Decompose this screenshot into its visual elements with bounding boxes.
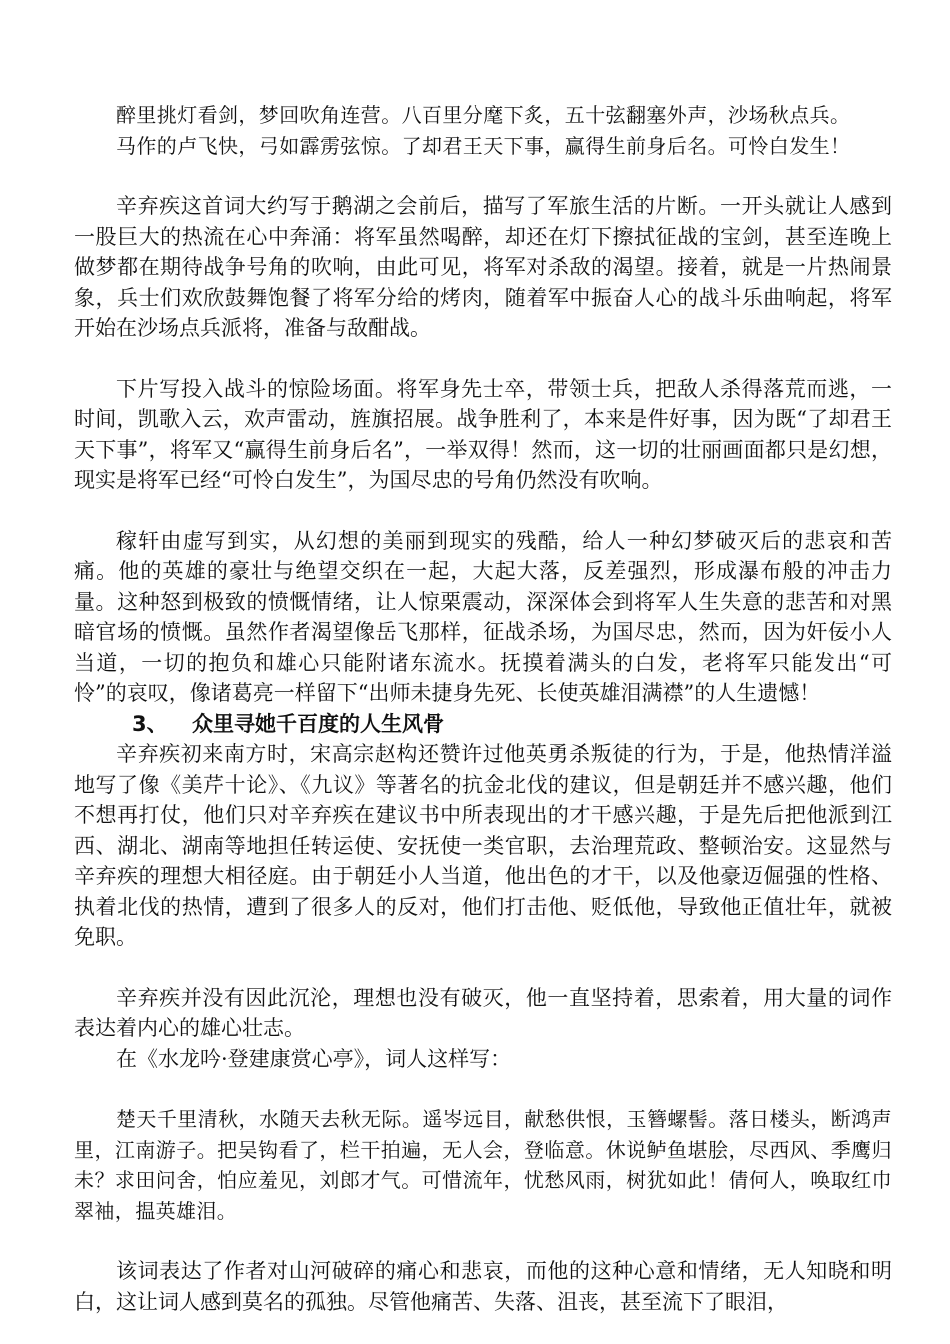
section-paragraph-2: 辛弃疾并没有因此沉沦，理想也没有破灭，他一直坚持着，思索着，用大量的词作表达着内心的雄心壮志。	[74, 985, 892, 1040]
body-paragraph-3: 稼轩由虚写到实，从幻想的美丽到现实的残酷，给人一种幻梦破灭后的悲哀和苦痛。他的英雄的豪壮与绝望交织在一起，大起大落，反差强烈，形成瀑布般的冲击力量。这种怒到极致的愤慨情绪，让人惊栗震动，深深体会到将军人生失意的悲苦和对黑暗官场的愤慨。虽然作者渴望像岳飞那样，征战杀场，为国尽忠，然而，因为奸佞小人当道，一切的抱负和雄心只能附诸东流水。抚摸着满头的白发，老将军只能发出“可怜”的哀叹，像诸葛亮一样留下“出师未捷身先死、长使英雄泪满襟”的人生遗憾！	[74, 528, 892, 705]
section-paragraph-1: 辛弃疾初来南方时，宋高宗赵构还赞许过他英勇杀叛徒的行为，于是，他热情洋溢地写了像《美芹十论》、《九议》等著名的抗金北伐的建议，但是朝廷并不感兴趣，他们不想再打仗，他们只对辛弃疾在建议书中所表现出的才干感兴趣，于是先后把他派到江西、湖北、湖南等地担任转运使、安抚使一类官职，去治理荒政、整顿治安。这显然与辛弃疾的理想大相径庭。由于朝廷小人当道，他出色的才干，以及他豪迈倔强的性格、执着北伐的热情，遭到了很多人的反对，他们打击他、贬低他，导致他正值壮年，就被免职。	[74, 742, 892, 949]
document-page	[74, 100, 892, 1317]
section-number: 3、	[132, 711, 168, 736]
quoted-poem: 楚天千里清秋，水随天去秋无际。遥岑远目，献愁供恨，玉簪螺髻。落日楼头，断鸿声里，江南游子。把吴钩看了，栏干拍遍，无人会，登临意。休说鲈鱼堪脍，尽西风、季鹰归未？求田问舍，怕应羞见，刘郎才气。可惜流年，忧愁风雨，树犹如此！倩何人，唤取红巾翠袖，揾英雄泪。	[74, 1107, 892, 1223]
section-title: 众里寻她千百度的人生风骨	[192, 711, 444, 736]
poem-line-1: 醉里挑灯看剑，梦回吹角连营。八百里分麾下炙，五十弦翻塞外声，沙场秋点兵。	[116, 103, 851, 127]
body-paragraph-1: 辛弃疾这首词大约写于鹅湖之会前后，描写了军旅生活的片断。一开头就让人感到一股巨大的热流在心中奔涌：将军虽然喝醉，却还在灯下擦拭征战的宝剑，甚至连晚上做梦都在期待战争号角的吹响，由此可见，将军对杀敌的渴望。接着，就是一片热闹景象，兵士们欢欣鼓舞饱餐了将军分给的烤肉，随着军中振奋人心的战斗乐曲响起，将军开始在沙场点兵派将，准备与敌酣战。	[74, 194, 892, 340]
section-paragraph-3: 在《水龙吟·登建康赏心亭》，词人这样写：	[116, 1046, 512, 1071]
body-paragraph-2: 下片写投入战斗的惊险场面。将军身先士卒，带领士兵，把敌人杀得落荒而逃，一时间，凯歌入云，欢声雷动，旌旗招展。战争胜利了，本来是件好事，因为既“了却君王天下事”，将军又“赢得生前身后名”，一举双得！然而，这一切的壮丽画面都只是幻想，现实是将军已经“可怜白发生”，为国尽忠的号角仍然没有吹响。	[74, 376, 892, 492]
poem-line-2: 马作的卢飞快，弓如霹雳弦惊。了却君王天下事，赢得生前身后名。可怜白发生！	[116, 133, 851, 158]
section-heading	[74, 709, 892, 740]
closing-paragraph: 该词表达了作者对山河破碎的痛心和悲哀，而他的这种心意和情绪，无人知晓和明白，这让词人感到莫名的孤独。尽管他痛苦、失落、沮丧，甚至流下了眼泪，	[74, 1259, 892, 1314]
